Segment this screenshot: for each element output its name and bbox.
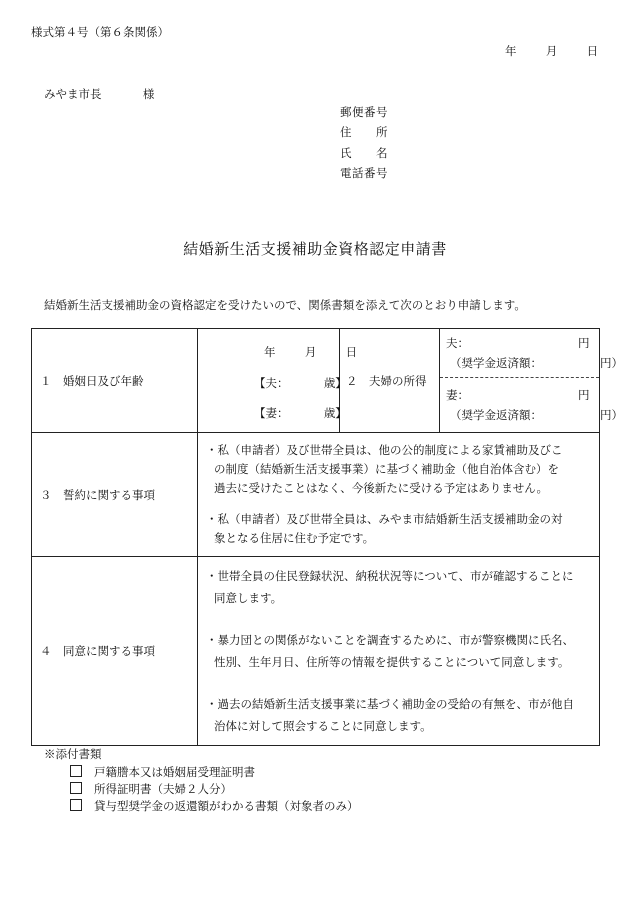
checkbox-icon xyxy=(70,799,82,811)
husband-scholarship-label: （奨学金返済額： xyxy=(450,356,542,370)
addressee-honorific: 様 xyxy=(142,87,155,101)
phone-label: 電話番号 xyxy=(340,166,388,180)
wife-age-unit: 歳】 xyxy=(323,406,347,420)
date-line xyxy=(505,43,598,59)
name-label: 氏 名 xyxy=(340,146,388,160)
income-label: ２ 夫婦の所得 xyxy=(346,373,427,388)
income-cell xyxy=(440,329,623,433)
consent-line: ・世帯全員の住民登録状況、納税状況等について、市が確認することに xyxy=(206,569,574,583)
marriage-day-label: 日 xyxy=(345,345,358,359)
marriage-date-label: １ 婚姻日及び年齢 xyxy=(40,373,144,388)
form-number: 様式第４号（第６条関係） xyxy=(31,25,169,39)
wife-income-yen: 円 xyxy=(578,388,590,402)
wife-scholarship-yen: 円） xyxy=(600,408,623,422)
pledge-line: 象となる住居に住む予定です。 xyxy=(214,531,375,545)
attachment-label: 貸与型奨学金の返還額がわかる書類（対象者のみ） xyxy=(94,799,359,813)
marriage-date-fields xyxy=(264,344,357,360)
application-table xyxy=(31,328,623,746)
wife-income-label: 妻： xyxy=(446,388,469,402)
consent-content-cell xyxy=(198,557,600,746)
date-day-label: 日 xyxy=(586,44,599,58)
pledge-line: ・私（申請者）及び世帯全員は、みやま市結婚新生活支援補助金の対 xyxy=(206,512,563,526)
attachments-heading: ※添付書類 xyxy=(44,747,102,761)
pledge-label: ３ 誓約に関する事項 xyxy=(40,487,155,502)
marriage-date-label-cell xyxy=(32,329,198,433)
consent-line: ・過去の結婚新生活支援事業に基づく補助金の受給の有無を、市が他自 xyxy=(206,697,574,711)
intro-text: 結婚新生活支援補助金の資格認定を受けたいので、関係書類を添えて次のとおり申請します。 xyxy=(44,298,526,312)
consent-line: 性別、生年月日、住所等の情報を提供することについて同意します。 xyxy=(214,655,570,669)
consent-line: 治体に対して照会することに同意します。 xyxy=(214,719,432,733)
date-year-label: 年 xyxy=(505,44,517,58)
table-row xyxy=(32,433,600,557)
pledge-line: の制度（結婚新生活支援事業）に基づく補助金（他自治体含む）を xyxy=(214,462,559,476)
page-title: 結婚新生活支援補助金資格認定申請書 xyxy=(183,240,447,258)
income-divider xyxy=(440,377,599,378)
consent-line: 同意します。 xyxy=(214,591,283,605)
husband-income-label: 夫： xyxy=(446,336,469,350)
pledge-line: 過去に受けたことはなく、今後新たに受ける予定はありません。 xyxy=(214,481,548,495)
addressee xyxy=(44,86,154,102)
husband-income-yen: 円 xyxy=(578,336,590,350)
checkbox-icon xyxy=(70,782,82,794)
husband-age-unit: 歳】 xyxy=(323,376,347,390)
postal-code-label: 郵便番号 xyxy=(340,105,388,119)
husband-age xyxy=(254,375,347,391)
attachment-item xyxy=(70,764,255,780)
attachment-item xyxy=(70,781,232,797)
wife-scholarship-label: （奨学金返済額： xyxy=(450,408,542,422)
pledge-line: ・私（申請者）及び世帯全員は、他の公的制度による家賃補助及びこ xyxy=(206,443,563,457)
address-label: 住 所 xyxy=(340,125,388,139)
husband-age-label: 【夫： xyxy=(254,376,289,390)
husband-scholarship-yen: 円） xyxy=(600,356,623,370)
pledge-content-cell xyxy=(198,433,600,557)
consent-line: ・暴力団との関係がないことを調査するために、市が警察機関に氏名、 xyxy=(206,633,574,647)
table-row xyxy=(32,329,600,433)
wife-age xyxy=(254,405,347,421)
pledge-label-cell xyxy=(32,433,198,557)
attachment-item xyxy=(70,798,359,814)
consent-label: ４ 同意に関する事項 xyxy=(40,644,155,658)
addressee-name: みやま市長 xyxy=(44,87,102,101)
date-month-label: 月 xyxy=(545,44,558,58)
attachment-label: 戸籍謄本又は婚姻届受理証明書 xyxy=(94,765,255,779)
table-row xyxy=(32,557,600,746)
marriage-month-label: 月 xyxy=(304,345,317,359)
marriage-date-cell xyxy=(198,329,358,433)
marriage-year-label: 年 xyxy=(264,345,276,359)
checkbox-icon xyxy=(70,765,82,777)
consent-label-cell xyxy=(32,557,198,746)
attachment-label: 所得証明書（夫婦２人分） xyxy=(94,782,232,796)
wife-age-label: 【妻： xyxy=(254,406,289,420)
